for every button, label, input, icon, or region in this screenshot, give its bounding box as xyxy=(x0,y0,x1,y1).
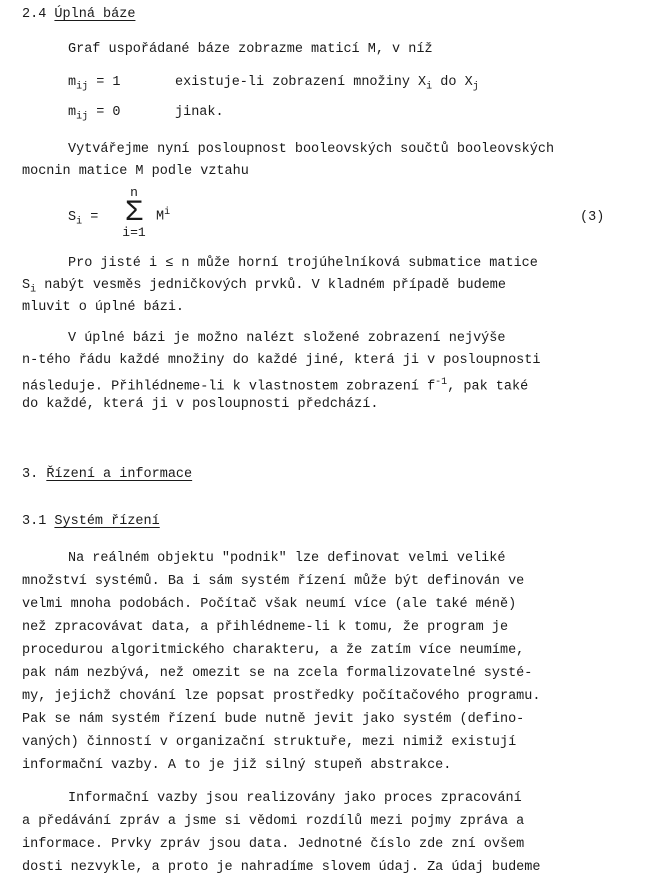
paragraph-line: $S_i$ nabýt vesměs jedničkových prvků. V kladném případě budeme xyxy=(22,278,507,296)
paragraph-line: množství systémů. Ba i sám systém řízení může být definován ve xyxy=(22,574,525,589)
paragraph-line: Pak se nám systém řízení bude nutně jevit jako systém (defino- xyxy=(22,712,525,727)
paragraph-line: následuje. Přihlédneme-li k vlastnostem zobrazení $f^{-1}$, pak také xyxy=(22,377,529,395)
paragraph-line: Vytvářejme nyní posloupnost booleovských součtů booleovských xyxy=(68,142,555,157)
section-3-1-heading xyxy=(22,513,160,531)
section-number: 3. xyxy=(22,467,39,482)
summation-symbol: n Σ i=1 xyxy=(122,185,146,240)
paragraph-line: n-tého řádu každé množiny do každé jiné, která ji v posloupnosti xyxy=(22,353,541,368)
definition-rhs-1: existuje-li zobrazení množiny $X_i$ do $X_j$ xyxy=(175,75,479,93)
section-number: 2.4 xyxy=(22,7,47,22)
paragraph-line: informace. Prvky zpráv jsou data. Jednotné číslo zde zní ovšem xyxy=(22,837,525,852)
paragraph-line: procedurou algoritmického charakteru, a že zatím více neumíme, xyxy=(22,643,525,658)
paragraph-line: mocnin matice M podle vztahu xyxy=(22,164,249,179)
paragraph-line: velmi mnoha podobách. Počítač však neumí více (ale také méně) xyxy=(22,597,517,612)
section-title: Systém řízení xyxy=(54,514,160,529)
paragraph-line: do každé, která ji v posloupnosti předchází. xyxy=(22,397,379,412)
section-2-4-heading xyxy=(22,6,135,24)
paragraph-line: než zpracovávat data, a přihlédneme-li k tomu, že program je xyxy=(22,620,509,635)
definition-rhs-2: jinak. xyxy=(175,105,224,120)
paragraph-line: Graf uspořádané báze zobrazme maticí M, v níž xyxy=(68,42,433,57)
paragraph-line: informační vazby. A to je již silný stupeň abstrakce. xyxy=(22,758,452,773)
paragraph-line: a předávání zpráv a jsme si vědomi rozdílů mezi pojmy zpráva a xyxy=(22,814,525,829)
paragraph-line: mluvit o úplné bázi. xyxy=(22,300,185,315)
definition-lhs-1: $m_{ij} = 1$ xyxy=(68,75,121,93)
equation-number: (3) xyxy=(580,210,605,225)
definition-lhs-2: $m_{ij} = 0$ xyxy=(68,105,121,123)
paragraph-line: Pro jisté i ≤ n může horní trojúhelníková submatice matice xyxy=(68,256,538,271)
section-title: Řízení a informace xyxy=(46,467,193,482)
paragraph-line: dosti nezvykle, a proto je nahradíme slovem údaj. Za údaj budeme xyxy=(22,860,541,875)
section-number: 3.1 xyxy=(22,514,47,529)
paragraph-line: my, jejichž chování lze popsat prostředky počítačového programu. xyxy=(22,689,541,704)
section-3-heading xyxy=(22,466,192,484)
equation-rhs: $M^i$ xyxy=(156,207,171,225)
equation-lhs: $S_i$ = xyxy=(68,210,99,228)
paragraph-line: Informační vazby jsou realizovány jako proces zpracování xyxy=(68,791,522,806)
paragraph-line: Na reálném objektu "podnik" lze definovat velmi veliké xyxy=(68,551,506,566)
paragraph-line: V úplné bázi je možno nalézt složené zobrazení nejvýše xyxy=(68,331,506,346)
paragraph-line: pak nám nezbývá, než omezit se na zcela formalizovatelné systé- xyxy=(22,666,533,681)
section-title: Úplná báze xyxy=(54,7,136,22)
paragraph-line: vaných) činností v organizační struktuře, mezi nimiž existují xyxy=(22,735,517,750)
